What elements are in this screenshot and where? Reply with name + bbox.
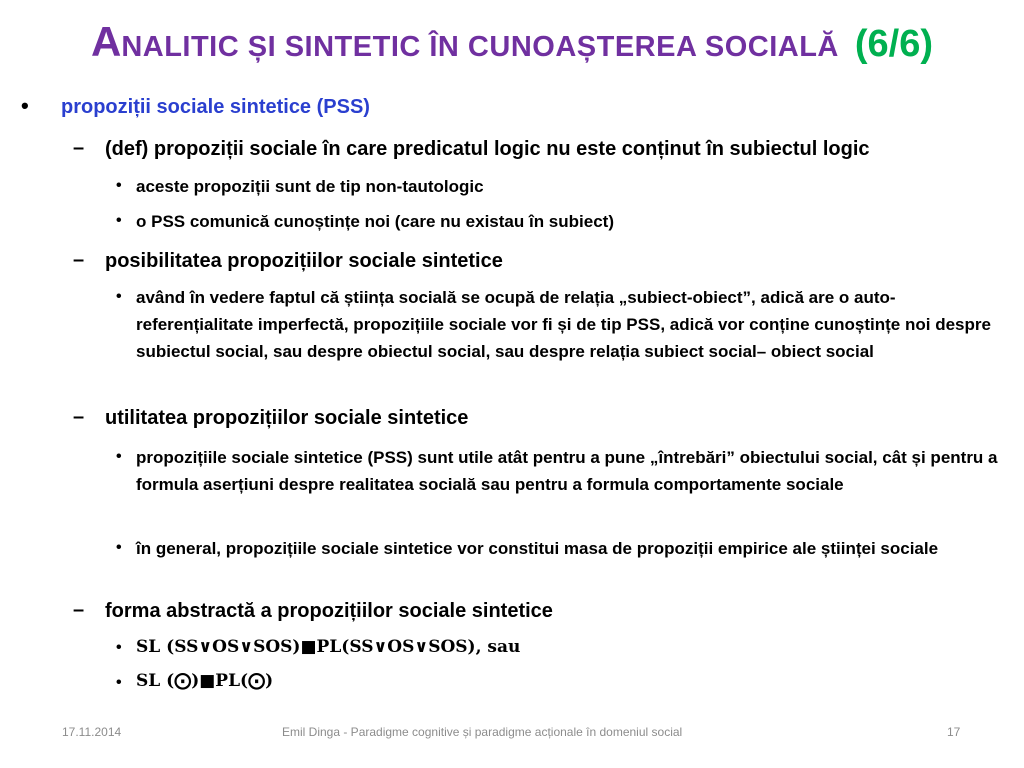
bullet-marker: • [116, 448, 122, 465]
bullet-marker: • [116, 539, 122, 556]
bullet-marker: • [116, 639, 122, 656]
definition-subitem: aceste propoziții sunt de tip non-tautologic [136, 177, 484, 196]
possibility-item: posibilitatea propozițiilor sociale sintetice [105, 250, 503, 272]
title-text: NALITIC ȘI SINTETIC ÎN CUNOAȘTEREA SOCIALĂ [121, 31, 839, 63]
title-first-letter: A [90, 18, 122, 65]
footer-caption: Emil Dinga - Paradigme cognitive și paradigme acționale în domeniul social [282, 725, 683, 739]
bullet-marker: • [116, 288, 122, 305]
formula-2: SL (⨀)■PL(⨀) [136, 671, 274, 691]
possibility-paragraph: având în vedere faptul că știința socială se ocupă de relația „subiect-obiect”, adică are o auto-referențialitate imperfectă, propozițiile sociale vor fi și de tip PSS, adică vor conține cunoștințe noi despre subiectul social, sau despre obiectul social, sau despre relația subiect social– obiect social [136, 288, 991, 361]
bullet-marker: • [21, 93, 29, 118]
utility-item: utilitatea propozițiilor sociale sintetice [105, 407, 469, 429]
dash-marker: – [73, 406, 85, 428]
dash-marker: – [73, 249, 85, 271]
utility-paragraph-2: în general, propozițiile sociale sintetice vor constitui masa de propoziții empirice ale științei sociale [136, 539, 939, 558]
formula-1: SL (SS∨OS∨SOS)■PL(SS∨OS∨SOS), sau [136, 637, 521, 657]
bullet-marker: • [116, 212, 122, 229]
footer-date: 17.11.2014 [62, 725, 122, 739]
bullet-marker: • [116, 177, 122, 194]
definition-subitem: o PSS comunică cunoștințe noi (care nu existau în subiect) [136, 212, 614, 231]
bullet-marker: • [116, 674, 122, 691]
pss-heading: propoziții sociale sintetice (PSS) [61, 96, 370, 118]
dash-marker: – [73, 599, 85, 621]
definition-item: (def) propoziții sociale în care predicatul logic nu este conținut în subiectul logic [105, 138, 870, 160]
footer-page-number: 17 [947, 725, 961, 739]
dash-marker: – [73, 137, 85, 159]
abstract-form-item: forma abstractă a propozițiilor sociale sintetice [105, 600, 553, 622]
utility-paragraph-1: propozițiile sociale sintetice (PSS) sunt utile atât pentru a pune „întrebări” obiectului social, cât și pentru a formula aserțiuni despre realitatea socială sau pentru a formula comportamente sociale [136, 448, 998, 494]
title-page-indicator: (6/6) [854, 23, 934, 65]
